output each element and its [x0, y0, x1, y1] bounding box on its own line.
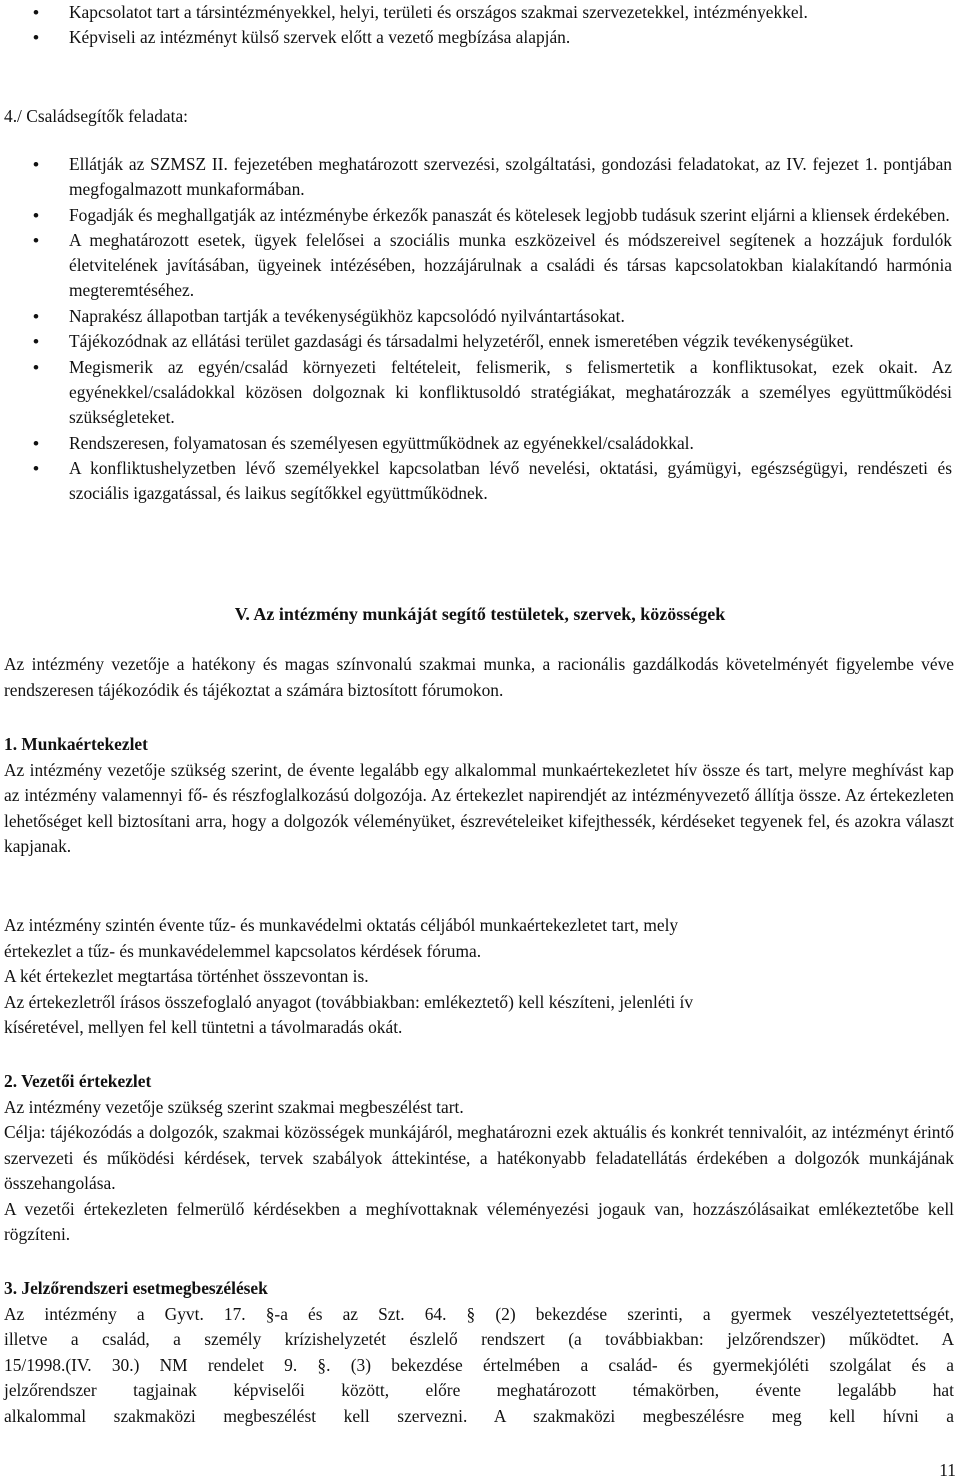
- list-item: • Képviseli az intézményt külső szervek előtt a vezető megbízása alapján.: [0, 25, 956, 50]
- paragraph-line: alkalommal szakmaközi megbeszélést kell szervezni. A szakmaközi megbeszélésre meg kell hívni a: [4, 1405, 954, 1426]
- list-item: • Rendszeresen, folyamatosan és személyesen együttműködnek az egyénekkel/családokkal.: [0, 431, 956, 456]
- safety-meeting-block: [4, 913, 954, 1041]
- subsection-title-staff-meeting: 1. Munkaértekezlet: [4, 734, 148, 754]
- paragraph: Célja: tájékozódás a dolgozók, szakmai közösségek munkájáról, meghatározni ezek aktuális és konkrét tennivalóit, az intézményt érintő szervezeti és működési kérdések, tervek szabályok áttekintése, a hatékonyabb feladatellátás érdekében a dolgozók munkájának összehangolása.: [4, 1122, 954, 1193]
- paragraph-line: kíséretével, mellyen fel kell tüntetni a távolmaradás okát.: [4, 1017, 403, 1037]
- paragraph-line: értekezlet a tűz- és munkavédelemmel kapcsolatos kérdések fóruma.: [4, 940, 482, 961]
- subsection-title-signal-system: 3. Jelzőrendszeri esetmegbeszélések: [4, 1278, 268, 1298]
- staff-meeting-block: [4, 732, 954, 860]
- list-item: • Megismerik az egyén/család környezeti feltételeit, felismerik, s felismertetik a konfliktusokat, ezek okait. Az egyénekkel/családokkal közösen dolgoznak ki konfliktusoldó stratégiákat, meghatározzák a személyes együttműködési szükségleteket.: [0, 355, 956, 430]
- institution-duties-list: [0, 0, 956, 50]
- paragraph-line: Az értekezletről írásos összefoglaló anyagot (továbbiakban: emlékeztető) kell készíteni, jelenléti ív: [4, 991, 694, 1012]
- paragraph: Az intézmény vezetője szükség szerint, de évente legalább egy alkalommal munkaértekezletet hív össze és tart, melyre meghívást kap az intézmény valamennyi fő- és részfoglalkozású dolgozója. Az értekezlet napirendjét az intézményvezető állítja össze. Az értekezleten lehetőséget kell biztosítani arra, hogy a dolgozók véleményüket, észrevételeiket kifejthessék, kérdéseket tegyenek fel, és azokra választ kapjanak.: [4, 759, 954, 856]
- list-item: • Ellátják az SZMSZ II. fejezetében meghatározott szervezési, szolgáltatási, gondozási feladatokat, az IV. fejezet 1. pontjában megfogalmazott munkaformában.: [0, 152, 956, 202]
- section-v-title: V. Az intézmény munkáját segítő testületek, szervek, közösségek: [234, 604, 726, 624]
- subsection-title-leadership-meeting: 2. Vezetői értekezlet: [4, 1071, 152, 1091]
- caseworker-duties-list: [0, 152, 956, 507]
- list-item: • A meghatározott esetek, ügyek felelősei a szociális munka eszközeivel és módszereivel segítenek a hozzájuk fordulók életvitelének javításában, ügyeinek intézésében, hozzájárulnak a családi és társas kapcsolatokban kialakítandó harmónia megteremtéséhez.: [0, 228, 956, 303]
- paragraph-line: illetve a család, a személy krízishelyzetét észlelő rendszert (a továbbiakban: jelzőrendszer) működtet. A: [4, 1329, 954, 1349]
- paragraph-line: 15/1998.(IV. 30.) NM rendelet 9. §. (3) bekezdése értelmében a család- és gyermekjóléti szolgálat és a: [4, 1354, 954, 1375]
- paragraph: A vezetői értekezleten felmerülő kérdésekben a meghívottaknak véleményezési jogauk van, hozzászólásaikat emlékeztetőbe kell rögzíteni.: [4, 1198, 954, 1244]
- paragraph: A két értekezlet megtartása történhet összevontan is.: [4, 966, 369, 986]
- paragraph: Az intézmény vezetője szükség szerint szakmai megbeszélést tart.: [4, 1096, 464, 1117]
- paragraph-line: jelzőrendszer tagjainak képviselői között, előre meghatározott témakörben, évente legalább hat: [4, 1380, 954, 1400]
- section-heading-caseworkers: 4./ Családsegítők feladata:: [4, 106, 188, 126]
- list-item: • Kapcsolatot tart a társintézményekkel, helyi, területi és országos szakmai szervezetekkel, intézményekkel.: [0, 0, 956, 25]
- list-item: • A konfliktushelyzetben lévő személyekkel kapcsolatban lévő nevelési, oktatási, gyámügyi, egészségügyi, rendészeti és szociális igazgatással, és laikus segítőkkel együttműködnek.: [0, 456, 956, 506]
- signal-system-block: [4, 1276, 954, 1429]
- leadership-meeting-block: [4, 1069, 954, 1248]
- list-item: • Fogadják és meghallgatják az intézménybe érkezők panaszát és kötelesek legjobb tudásuk szerint eljárni a kliensek érdekében.: [0, 203, 956, 228]
- list-item: • Tájékozódnak az ellátási terület gazdasági és társadalmi helyzetéről, ennek ismeretében végzik tevékenységüket.: [0, 329, 956, 354]
- paragraph-line: Az intézmény szintén évente tűz- és munkavédelmi oktatás céljából munkaértekezletet tart, mely: [4, 915, 679, 935]
- paragraph-line: Az intézmény a Gyvt. 17. §-a és az Szt. 64. § (2) bekezdése szerinti, a gyermek veszélyeztetettségét,: [4, 1303, 954, 1324]
- section-v-intro: Az intézmény vezetője a hatékony és magas színvonalú szakmai munka, a racionális gazdálkodás követelményét figyelembe véve rendszeresen tájékozódik és tájékoztat a számára biztosított fórumokon.: [4, 654, 954, 700]
- page-number: 11: [939, 1460, 956, 1480]
- list-item: • Naprakész állapotban tartják a tevékenységükhöz kapcsolódó nyilvántartásokat.: [0, 304, 956, 329]
